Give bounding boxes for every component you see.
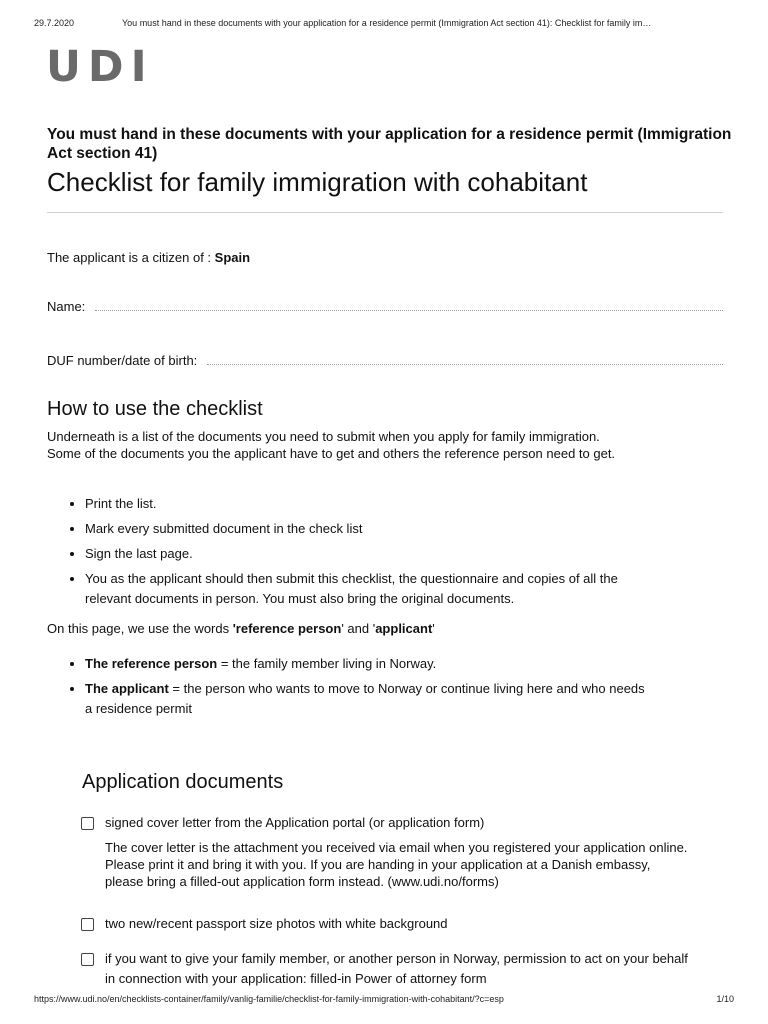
checklist-item-photos — [81, 914, 691, 934]
citizenship-line — [47, 250, 250, 265]
lead-heading: You must hand in these documents with your application for a residence permit (Immigration Act section 41) — [47, 126, 732, 162]
page-number: 1/10 — [716, 994, 734, 1004]
duf-field — [47, 353, 723, 368]
checklist-item-label: two new/recent passport size photos with white background — [105, 916, 448, 931]
print-title: You must hand in these documents with your application for a residence permit (Immigration Act section 41): Checklist for family im… — [122, 18, 652, 28]
terms-note — [47, 621, 435, 636]
checklist-item-power-of-attorney — [81, 949, 691, 989]
print-date: 29.7.2020 — [34, 18, 75, 28]
checklist-item-cover-letter — [81, 813, 691, 890]
checklist-item-label: signed cover letter from the Application portal (or application form) — [105, 815, 485, 830]
how-to-heading: How to use the checklist — [47, 398, 263, 420]
application-documents-heading: Application documents — [82, 771, 284, 793]
term-reference-person: 'reference person — [232, 621, 342, 636]
definition-item — [85, 654, 655, 674]
terms-mid: ' and ' — [341, 621, 376, 636]
definition-text: = the person who wants to move to Norway or continue living here and who needs a residence permit — [85, 681, 645, 716]
list-item: • Print the list. — [85, 494, 655, 514]
print-footer — [34, 994, 734, 1004]
checklist-item-label: if you want to give your family member, or another person in Norway, permission to act on your behalf in connection with your application: filled-in Power of attorney form — [105, 951, 688, 986]
definitions-list — [47, 654, 655, 724]
terms-prefix: On this page, we use the words — [47, 621, 233, 636]
checkbox[interactable] — [81, 918, 94, 931]
definition-item — [85, 679, 655, 719]
checkbox[interactable] — [81, 953, 94, 966]
page-url: https://www.udi.no/en/checklists-container/family/vanlig-familie/checklist-for-family-immigration-with-cohabitant/?c=esp — [34, 994, 504, 1004]
list-item: • Mark every submitted document in the check list — [85, 519, 655, 539]
checkbox[interactable] — [81, 817, 94, 830]
title-divider — [47, 212, 723, 213]
definition-term: The applicant — [85, 681, 169, 696]
name-field — [47, 299, 723, 314]
name-dotted-line — [95, 310, 723, 311]
how-to-intro: Underneath is a list of the documents you need to submit when you apply for family immigration. Some of the documents you the applicant have to get and others the reference person need to get. — [47, 429, 616, 461]
checklist-item-detail: The cover letter is the attachment you received via email when you registered your application online. Please print it and bring it with you. If you are handing in your application at a Danish embassy, please bring a filled-out application form instead. (www.udi.no/forms) — [105, 840, 688, 889]
list-item: • You as the applicant should then submit this checklist, the questionnaire and copies of all the relevant documents in person. You must also bring the original documents. — [85, 569, 655, 609]
duf-dotted-line — [207, 364, 723, 365]
list-item: • Sign the last page. — [85, 544, 655, 564]
udi-logo: UDI — [46, 42, 154, 92]
page-title: Checklist for family immigration with cohabitant — [47, 167, 588, 197]
how-to-steps — [47, 494, 655, 614]
citizenship-label: The applicant is a citizen of : — [47, 250, 212, 265]
terms-suffix: ' — [432, 621, 435, 636]
name-label: Name: — [47, 299, 86, 314]
print-header — [34, 18, 734, 28]
definition-term: The reference person — [85, 656, 218, 671]
term-applicant: applicant — [375, 621, 433, 636]
duf-label: DUF number/date of birth: — [47, 353, 198, 368]
definition-text: = the family member living in Norway. — [217, 656, 437, 671]
citizenship-value: Spain — [214, 250, 251, 265]
